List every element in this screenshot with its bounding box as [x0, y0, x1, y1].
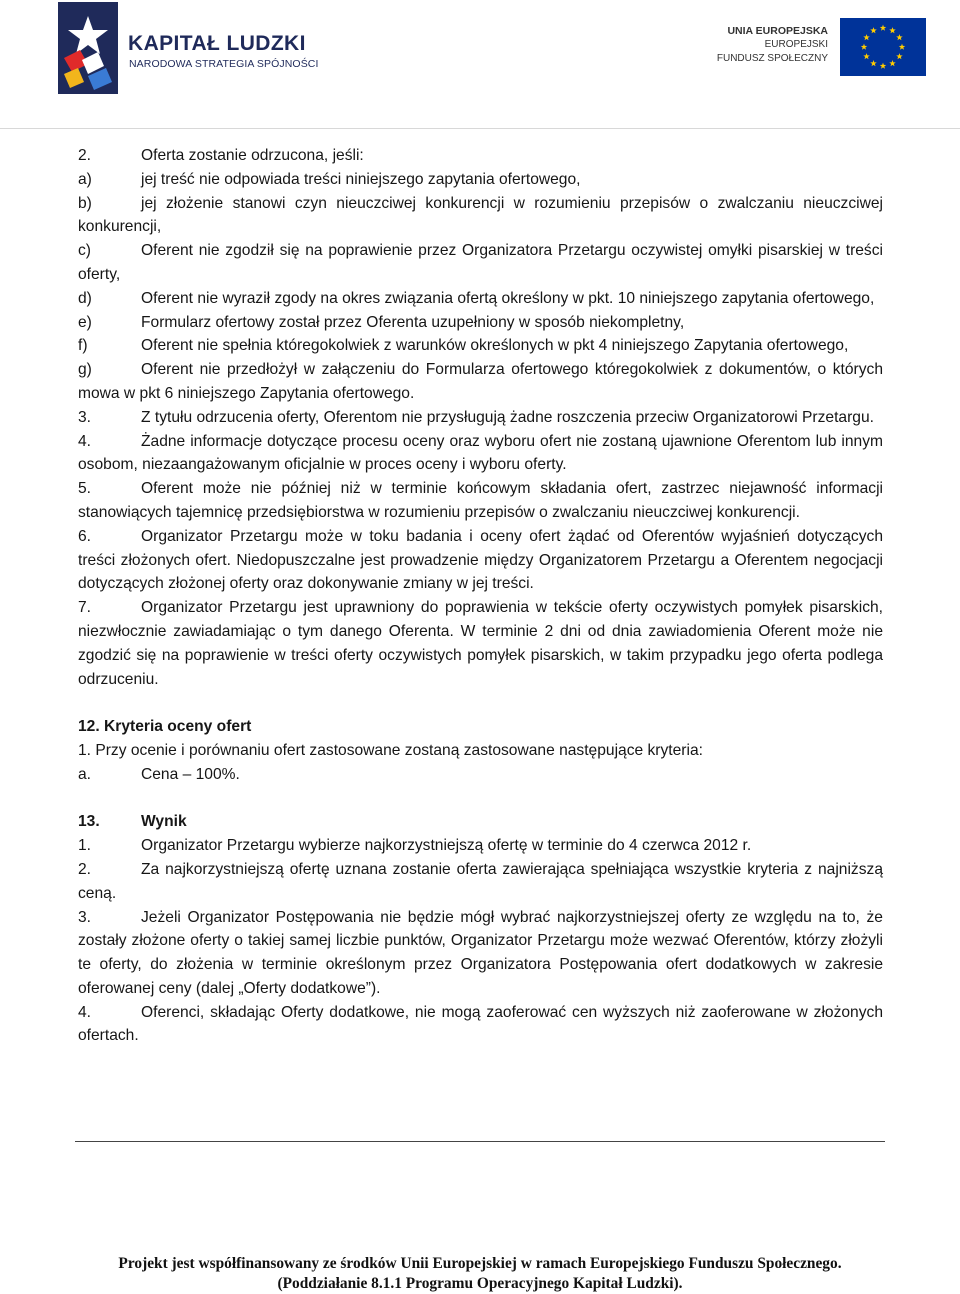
item-label: d)	[78, 289, 92, 307]
item-label: a)	[78, 170, 92, 188]
item-text: Jeżeli Organizator Postępowania nie będzie mógł wybrać najkorzystniejszej oferty ze względu na to, że zostały złożone oferty o takiej samej liczbie punktów, Organizator Przetargu może wezwać Oferentów, którzy złożyli te oferty, do złożenia w terminie określonym przez Organizatora Postępowania ofert dodatkowych w zakresie oferowanej ceny (dalej „Oferty dodatkowe”).	[78, 908, 883, 997]
item-text: Oferenci, składając Oferty dodatkowe, nie mogą zaoferować cen wyższych niż zaoferowane w złożonych ofertach.	[78, 1003, 883, 1045]
item-text: Organizator Przetargu jest uprawniony do poprawienia w tekście oferty oczywistych pomyłek pisarskich, niezwłocznie zawiadamiając o tym danego Oferenta. W terminie 2 dni od dnia zawiadomienia Oferent może nie zgodzić się na poprawienie w treści oferty oczywistych pomyłek pisarskich, w takim przypadku jego oferta podlega odrzuceniu.	[78, 599, 883, 688]
item-label: f)	[78, 337, 88, 355]
item-text: Oferent może nie później niż w terminie końcowym składania ofert, zastrzec niejawność informacji stanowiących tajemnicę przedsiębiorstwa w rozumieniu przepisów o zwalczaniu nieuczciwej konkurencji.	[78, 480, 883, 521]
item-label: 4.	[78, 432, 92, 450]
item-text: Formularz ofertowy został przez Oferenta uzupełniony w sposób niekompletny,	[141, 313, 685, 331]
spacer	[78, 787, 883, 811]
eu-line-1: UNIA EUROPEJSKA	[727, 25, 828, 37]
eu-logo-text	[717, 24, 828, 66]
list-item	[78, 596, 883, 691]
item-text: Oferent nie zgodził się na poprawienie przez Organizatora Przetargu oczywistej omyłki pisarskiej w treści oferty,	[78, 242, 883, 283]
content-end-divider	[75, 1141, 885, 1142]
item-text: Żadne informacje dotyczące procesu oceny oraz wyboru ofert nie zostaną ujawnione Oferentom lub innym osobom, niezaangażowanym oficjalnie w proces oceny i wyboru oferty.	[78, 432, 883, 474]
list-item	[78, 144, 883, 168]
list-item	[78, 287, 883, 311]
item-text: Organizator Przetargu może w toku badania i oceny ofert żądać od Oferentów wyjaśnień dotyczących treści złożonych ofert. Niedopuszczalne jest prowadzenie między Organizatorem Przetargu a Oferentem negocjacji dotyczących złożonej oferty oraz dokonywanie zmiany w jej treści.	[78, 527, 883, 593]
page-header	[0, 0, 960, 130]
list-item	[78, 334, 883, 358]
item-label: 5.	[78, 480, 92, 498]
item-text: Organizator Przetargu wybierze najkorzystniejszą ofertę w terminie do 4 czerwca 2012 r.	[141, 837, 752, 855]
list-item	[78, 834, 883, 858]
item-label: 1.	[78, 837, 92, 855]
footer-line-1: Projekt jest współfinansowany ze środków Unii Europejskiej w ramach Europejskiego Funduszu Społecznego.	[118, 1255, 842, 1272]
list-item	[78, 406, 883, 430]
page-footer	[0, 1254, 960, 1294]
section-12-intro: 1. Przy ocenie i porównaniu ofert zastosowane zostaną zastosowane następujące kryteria:	[78, 741, 703, 759]
list-item	[78, 1001, 883, 1049]
item-text: jej złożenie stanowi czyn nieuczciwej konkurencji w rozumieniu przepisów o zwalczaniu nieuczciwej konkurencji,	[78, 194, 883, 236]
item-text: Oferta zostanie odrzucona, jeśli:	[141, 147, 364, 164]
header-divider	[0, 128, 960, 129]
list-item	[78, 239, 883, 287]
list-item	[78, 430, 883, 478]
eu-line-3: FUNDUSZ SPOŁECZNY	[716, 53, 828, 64]
item-label: 7.	[78, 599, 92, 617]
item-label: g)	[78, 361, 92, 379]
item-label: c)	[78, 242, 91, 260]
eu-logo	[700, 18, 926, 78]
item-text: Oferent nie przedłożył w załączeniu do Formularza ofertowego któregokolwiek z dokumentów, o których mowa w pkt 6 niniejszego Zapytania ofertowego.	[78, 361, 883, 402]
item-text: Cena – 100%.	[141, 765, 240, 783]
list-item	[78, 906, 883, 1001]
kapital-ludzki-logo	[58, 2, 358, 94]
item-label: 2.	[78, 147, 92, 164]
item-text: Z tytułu odrzucenia oferty, Oferentom nie przysługują żadne roszczenia przeciw Organizatorowi Przetargu.	[141, 408, 874, 426]
eu-flag-icon	[840, 18, 926, 76]
section-11-continued	[78, 144, 883, 691]
list-item	[78, 525, 883, 596]
item-text: Za najkorzystniejszą ofertę uznana zostanie oferta zawierająca spełniająca wszystkie kryteria z najniższą ceną.	[78, 860, 883, 902]
heading-number: 13.	[78, 813, 100, 831]
section-12-heading: 12. Kryteria oceny ofert	[78, 718, 252, 736]
kapital-ludzki-subtitle: NARODOWA STRATEGIA SPÓJNOŚCI	[129, 58, 319, 70]
list-item	[78, 858, 883, 906]
document-body	[78, 144, 883, 1048]
item-label: 3.	[78, 908, 92, 926]
spacer	[78, 691, 883, 715]
section-13-heading	[78, 810, 883, 834]
list-item	[78, 192, 883, 240]
item-label: 3.	[78, 408, 92, 426]
item-label: e)	[78, 313, 92, 331]
footer-line-2: (Poddziałanie 8.1.1 Programu Operacyjnego Kapitał Ludzki).	[277, 1275, 683, 1292]
heading-text: Wynik	[141, 813, 187, 831]
item-label: b)	[78, 194, 92, 212]
kapital-ludzki-emblem-icon	[58, 2, 118, 94]
section-13-items	[78, 834, 883, 1048]
eu-line-2: EUROPEJSKI	[764, 39, 828, 50]
item-text: Oferent nie spełnia któregokolwiek z warunków określonych w pkt 4 niniejszego Zapytania ofertowego,	[141, 337, 849, 355]
item-label: 6.	[78, 527, 92, 545]
list-item	[78, 168, 883, 192]
item-label: a.	[78, 765, 92, 783]
kapital-ludzki-title: KAPITAŁ LUDZKI	[128, 32, 306, 55]
item-text: Oferent nie wyraził zgody na okres związania ofertą określony w pkt. 10 niniejszego zapytania ofertowego,	[141, 289, 875, 307]
item-label: 2.	[78, 860, 92, 878]
item-label: 4.	[78, 1003, 92, 1021]
item-text: jej treść nie odpowiada treści niniejszego zapytania ofertowego,	[141, 170, 581, 188]
section-12-item	[78, 763, 883, 787]
list-item	[78, 477, 883, 525]
list-item	[78, 311, 883, 335]
list-item	[78, 358, 883, 406]
